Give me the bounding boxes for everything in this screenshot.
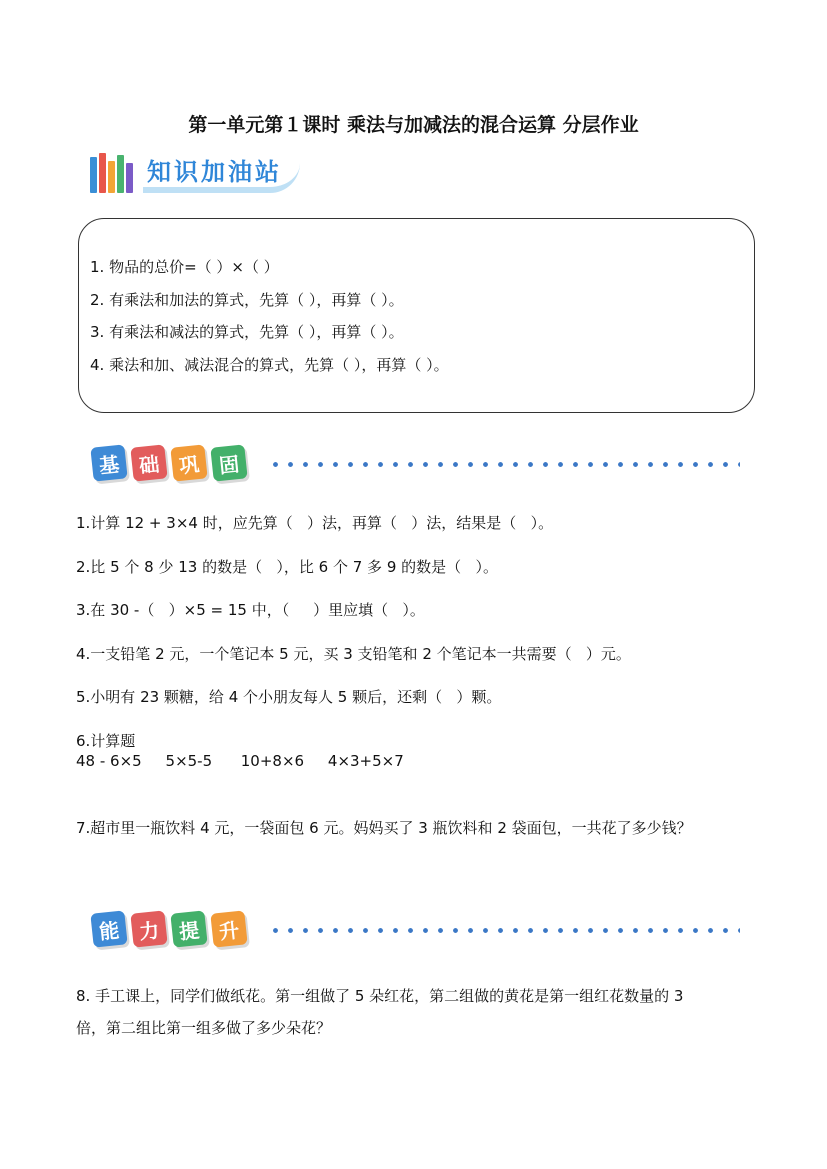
dotted-divider — [268, 928, 740, 933]
section-basic-tile: 固 — [210, 444, 247, 481]
section-basic-tile: 基 — [90, 444, 127, 481]
question: 3.在 30 -（ ）×5 = 15 中，（ ）里应填（ ）。 — [76, 601, 425, 619]
question: 7.超市里一瓶饮料 4 元，一袋面包 6 元。妈妈买了 3 瓶饮料和 2 袋面包，一共花了多少钱？ — [76, 819, 692, 837]
question: 5.小明有 23 颗糖，给 4 个小朋友每人 5 颗后，还剩（ ）颗。 — [76, 688, 502, 706]
page-title: 第一单元第１课时 乘法与加减法的混合运算 分层作业 — [188, 114, 639, 136]
knowledge-item: 1. 物品的总价=（ ）×（ ） — [90, 258, 279, 276]
section-basic-tile: 巩 — [170, 444, 207, 481]
section-basic-tile: 础 — [130, 444, 167, 481]
section-knowledge-banner — [90, 152, 300, 193]
knowledge-item: 4. 乘法和加、减法混合的算式，先算（ ），再算（ ）。 — [90, 356, 449, 374]
section-basic-banner — [92, 446, 246, 480]
knowledge-item: 3. 有乘法和减法的算式，先算（ ），再算（ ）。 — [90, 323, 404, 341]
section-advanced-tile: 力 — [130, 910, 167, 947]
section-advanced-banner — [92, 912, 246, 946]
section-advanced-tile: 升 — [210, 910, 247, 947]
question: 6.计算题 — [76, 732, 136, 750]
question: 8. 手工课上，同学们做纸花。第一组做了 5 朵红花，第二组做的黄花是第一组红花数量的 3 — [76, 987, 684, 1005]
question: 4.一支铅笔 2 元，一个笔记本 5 元，买 3 支铅笔和 2 个笔记本一共需要（ ）元。 — [76, 645, 631, 663]
books-icon — [90, 153, 133, 193]
section-knowledge-heading: 知识加油站 — [143, 152, 300, 193]
question: 1.计算 12 + 3×4 时，应先算（ ）法，再算（ ）法，结果是（ ）。 — [76, 514, 554, 532]
knowledge-box — [78, 218, 755, 413]
dotted-divider — [268, 462, 740, 467]
question: 2.比 5 个 8 少 13 的数是（ ），比 6 个 7 多 9 的数是（ ）。 — [76, 558, 498, 576]
section-advanced-tile: 能 — [90, 910, 127, 947]
question: 48 - 6×5 5×5-5 10+8×6 4×3+5×7 — [76, 752, 404, 770]
knowledge-item: 2. 有乘法和加法的算式，先算（ ），再算（ ）。 — [90, 291, 404, 309]
section-advanced-tile: 提 — [170, 910, 207, 947]
question: 倍，第二组比第一组多做了多少朵花？ — [76, 1019, 332, 1037]
